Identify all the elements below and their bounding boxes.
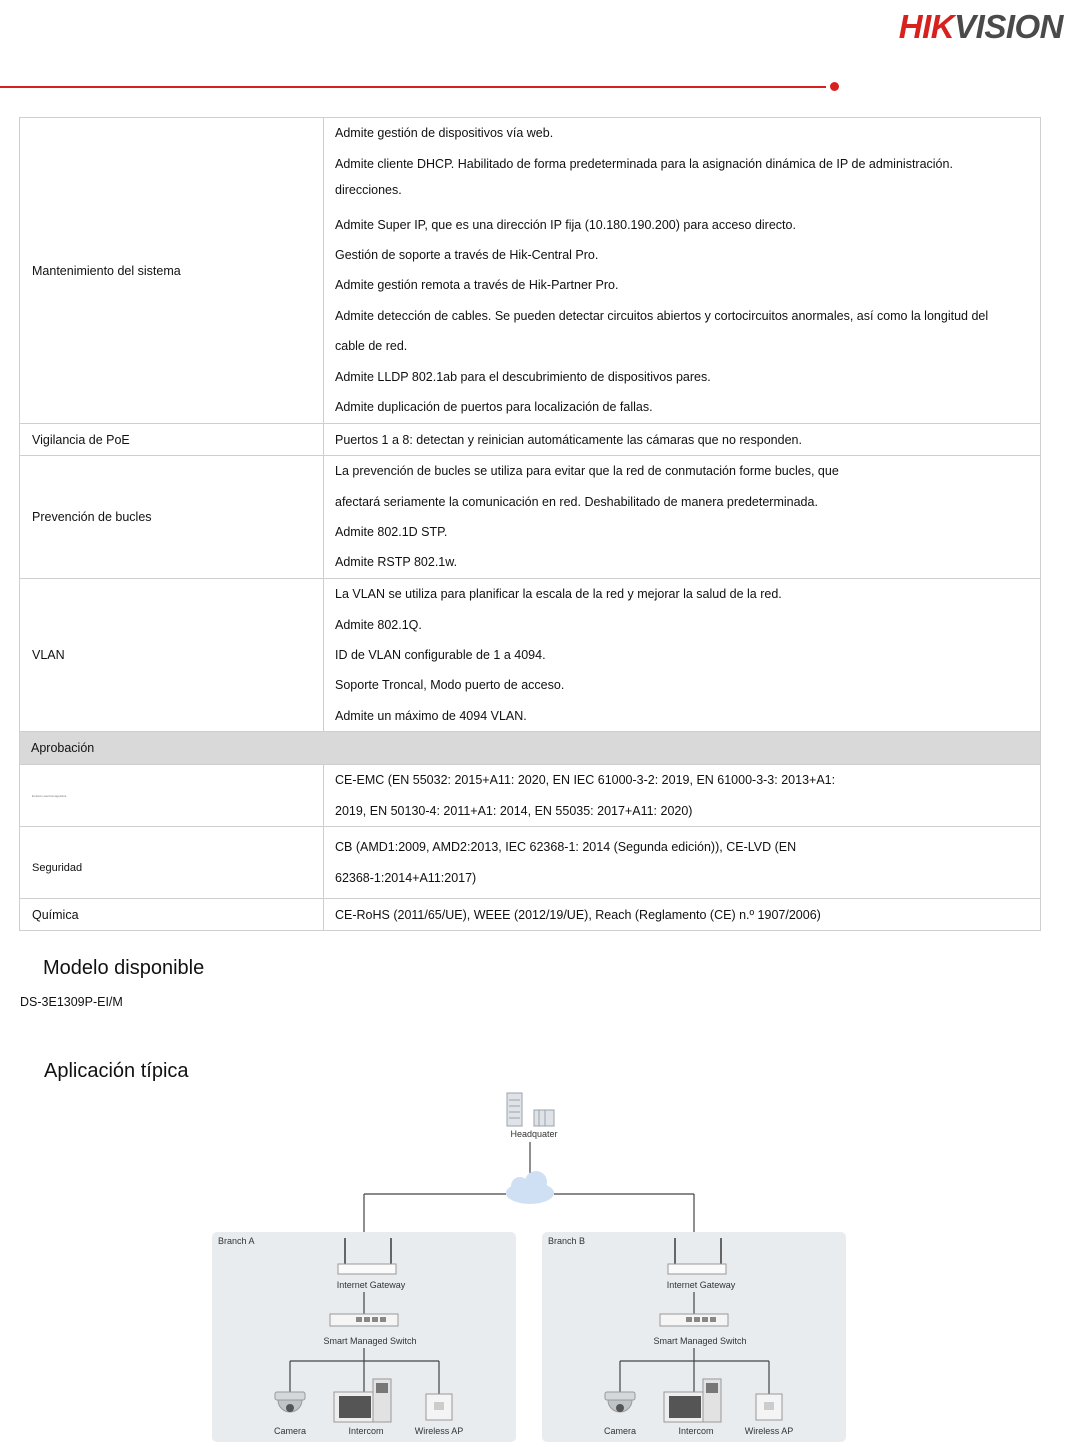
device-label: Intercom (678, 1426, 714, 1436)
spec-label: Emisión electromagnética (20, 765, 324, 827)
switch-label: Smart Managed Switch (323, 1336, 417, 1346)
spec-label: Química (20, 899, 324, 931)
spec-value: CE-RoHS (2011/65/UE), WEEE (2012/19/UE), Reach (Reglamento (CE) n.º 1907/2006) (324, 899, 1041, 931)
spec-value: CB (AMD1:2009, AMD2:2013, IEC 62368-1: 2014 (Segunda edición)), CE-LVD (EN 62368-1:2014+A11:2017) (324, 827, 1041, 899)
spec-label: VLAN (20, 579, 324, 732)
gateway-label: Internet Gateway (666, 1280, 736, 1290)
spec-table (19, 117, 1041, 931)
spec-value: Admite gestión de dispositivos vía web. Admite cliente DHCP. Habilitado de forma predeterminada para la asignación dinámica de IP de administración. direcciones. Admite Super IP, que es una dirección IP fija (10.180.190.200) para acceso directo. Gestión de soporte a través de Hik-Central Pro. Admite gestión remota a través de Hik-Partner Pro. Admite detección de cables. Se pueden detectar circuitos abiertos y cortocircuitos anormales, así como la longitud del cable de red. Admite LLDP 802.1ab para el descubrimiento de dispositivos pares. Admite duplicación de puertos para localización de fallas. (324, 118, 1041, 424)
cloud-icon (506, 1171, 554, 1204)
device-label: Wireless AP (744, 1426, 794, 1436)
branch-a (212, 1232, 516, 1442)
spec-row-chemical (20, 899, 1041, 931)
branch-b (542, 1232, 846, 1442)
switch-label: Smart Managed Switch (653, 1336, 747, 1346)
spec-value: La prevención de bucles se utiliza para evitar que la red de conmutación forme bucles, que afectará seriamente la comunicación en red. Deshabilitado de manera predeterminada. Admite 802.1D STP. Admite RSTP 802.1w. (324, 456, 1041, 579)
approval-section-header: Aprobación (20, 732, 1041, 765)
spec-row-poe-watchdog (20, 424, 1041, 456)
wireless-ap-icon (756, 1394, 782, 1420)
spec-row-safety (20, 827, 1041, 899)
model-number: DS-3E1309P-EI/M (20, 995, 123, 1009)
gateway-label: Internet Gateway (336, 1280, 406, 1290)
spec-label: Prevención de bucles (20, 456, 324, 579)
spec-value: La VLAN se utiliza para planificar la escala de la red y mejorar la salud de la red. Admite 802.1Q. ID de VLAN configurable de 1 a 4094. Soporte Troncal, Modo puerto de acceso. Admite un máximo de 4094 VLAN. (324, 579, 1041, 732)
switch-icon (660, 1314, 728, 1326)
device-label: Wireless AP (414, 1426, 464, 1436)
spec-label: Seguridad (20, 827, 324, 899)
device-label: Intercom (348, 1426, 384, 1436)
switch-icon (330, 1314, 398, 1326)
spec-row-vlan (20, 579, 1041, 732)
device-label: Camera (603, 1426, 637, 1436)
spec-label: Mantenimiento del sistema (20, 118, 324, 424)
models-heading: Modelo disponible (43, 957, 205, 979)
typical-application-diagram (0, 1067, 1085, 1447)
wireless-ap-icon (426, 1394, 452, 1420)
header-rule-dot (830, 82, 839, 91)
spec-row-emc (20, 765, 1041, 827)
headquarter-icon (507, 1093, 554, 1126)
header-rule (0, 86, 826, 88)
device-label: Camera (273, 1426, 307, 1436)
application-heading: Aplicación típica (44, 1060, 189, 1082)
spec-value: CE-EMC (EN 55032: 2015+A11: 2020, EN IEC 61000-3-2: 2019, EN 61000-3-3: 2013+A1: 2019, EN 50130-4: 2011+A1: 2014, EN 55035: 2017+A11: 2020) (324, 765, 1041, 827)
branch-b-label: Branch B (548, 1236, 586, 1246)
spec-row-loop-prevention (20, 456, 1041, 579)
hikvision-logo: HIKVISION (898, 8, 1063, 45)
headquarter-label: Headquater (510, 1129, 558, 1139)
spec-row-maintenance (20, 118, 1041, 424)
spec-value: Puertos 1 a 8: detectan y reinician automáticamente las cámaras que no responden. (324, 424, 1041, 456)
spec-label: Vigilancia de PoE (20, 424, 324, 456)
branch-a-label: Branch A (218, 1236, 255, 1246)
